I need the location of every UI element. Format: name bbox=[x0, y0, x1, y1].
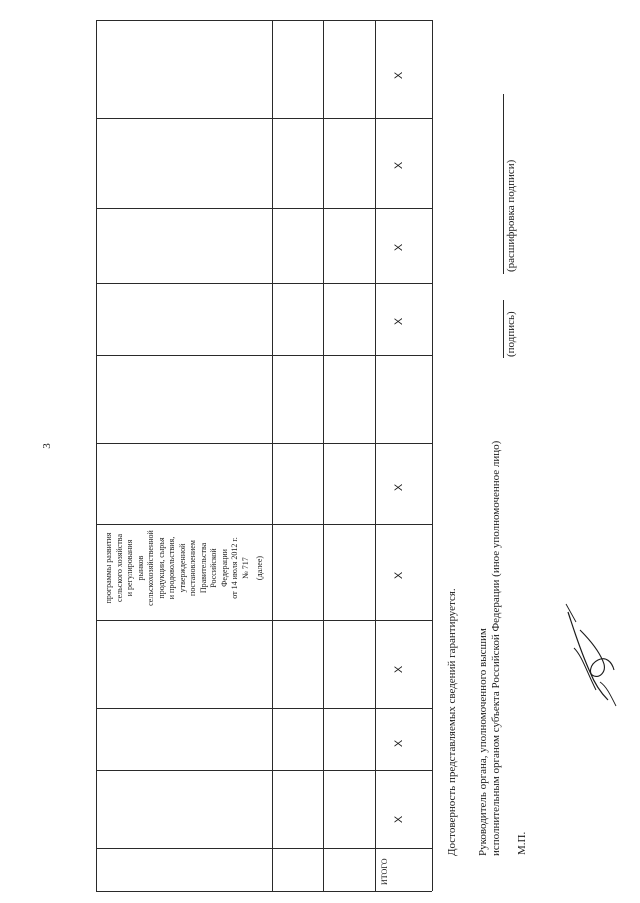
table-row-line bbox=[96, 708, 432, 709]
table-row-line bbox=[96, 443, 432, 444]
table-border-right bbox=[432, 20, 433, 891]
table-row-line bbox=[96, 355, 432, 356]
x-mark: X bbox=[393, 71, 406, 80]
head-title-line2: исполнительным органом субъекта Российской Федерации (иное уполномоченное лицо) bbox=[490, 440, 502, 856]
x-mark: X bbox=[393, 243, 406, 252]
table-col-line bbox=[375, 20, 376, 891]
x-mark: X bbox=[393, 317, 406, 326]
head-title-line1: Руководитель органа, уполномоченного высшим bbox=[477, 628, 489, 856]
x-mark: X bbox=[393, 665, 406, 674]
x-mark: X bbox=[393, 815, 406, 824]
transcript-caption: (расшифровка подписи) bbox=[505, 159, 517, 272]
table-border-left bbox=[96, 20, 97, 891]
table-row-line bbox=[96, 848, 432, 849]
table-col-line bbox=[323, 20, 324, 891]
table-border-bottom bbox=[96, 891, 432, 892]
transcript-line bbox=[503, 94, 504, 274]
reliability-statement: Достоверность представляемых сведений гарантируется. bbox=[446, 588, 458, 856]
table-row-line bbox=[96, 118, 432, 119]
table-row-line bbox=[96, 770, 432, 771]
table-row-line bbox=[96, 620, 432, 621]
header-cell-text: программы развития сельского хозяйства и регулирования рынков сельскохозяйственной продукции, сырья и продовольствия, утвержденной постановлением Правительства Российской Федерации от 14 июля 2012 г. № 717 (далее) bbox=[104, 530, 264, 606]
signature-caption: (подпись) bbox=[505, 311, 517, 357]
table-row-line bbox=[96, 208, 432, 209]
x-mark: X bbox=[393, 739, 406, 748]
page-number: 3 bbox=[40, 443, 53, 449]
handwritten-signature bbox=[560, 600, 620, 710]
x-mark: X bbox=[393, 483, 406, 492]
signature-line bbox=[503, 300, 504, 358]
total-label: ИТОГО bbox=[380, 858, 389, 885]
stamp-label: М.П. bbox=[516, 831, 528, 855]
table-col-line bbox=[272, 20, 273, 891]
x-mark: X bbox=[393, 571, 406, 580]
x-mark: X bbox=[393, 161, 406, 170]
table-border-top bbox=[96, 20, 432, 21]
table-row-line bbox=[96, 283, 432, 284]
